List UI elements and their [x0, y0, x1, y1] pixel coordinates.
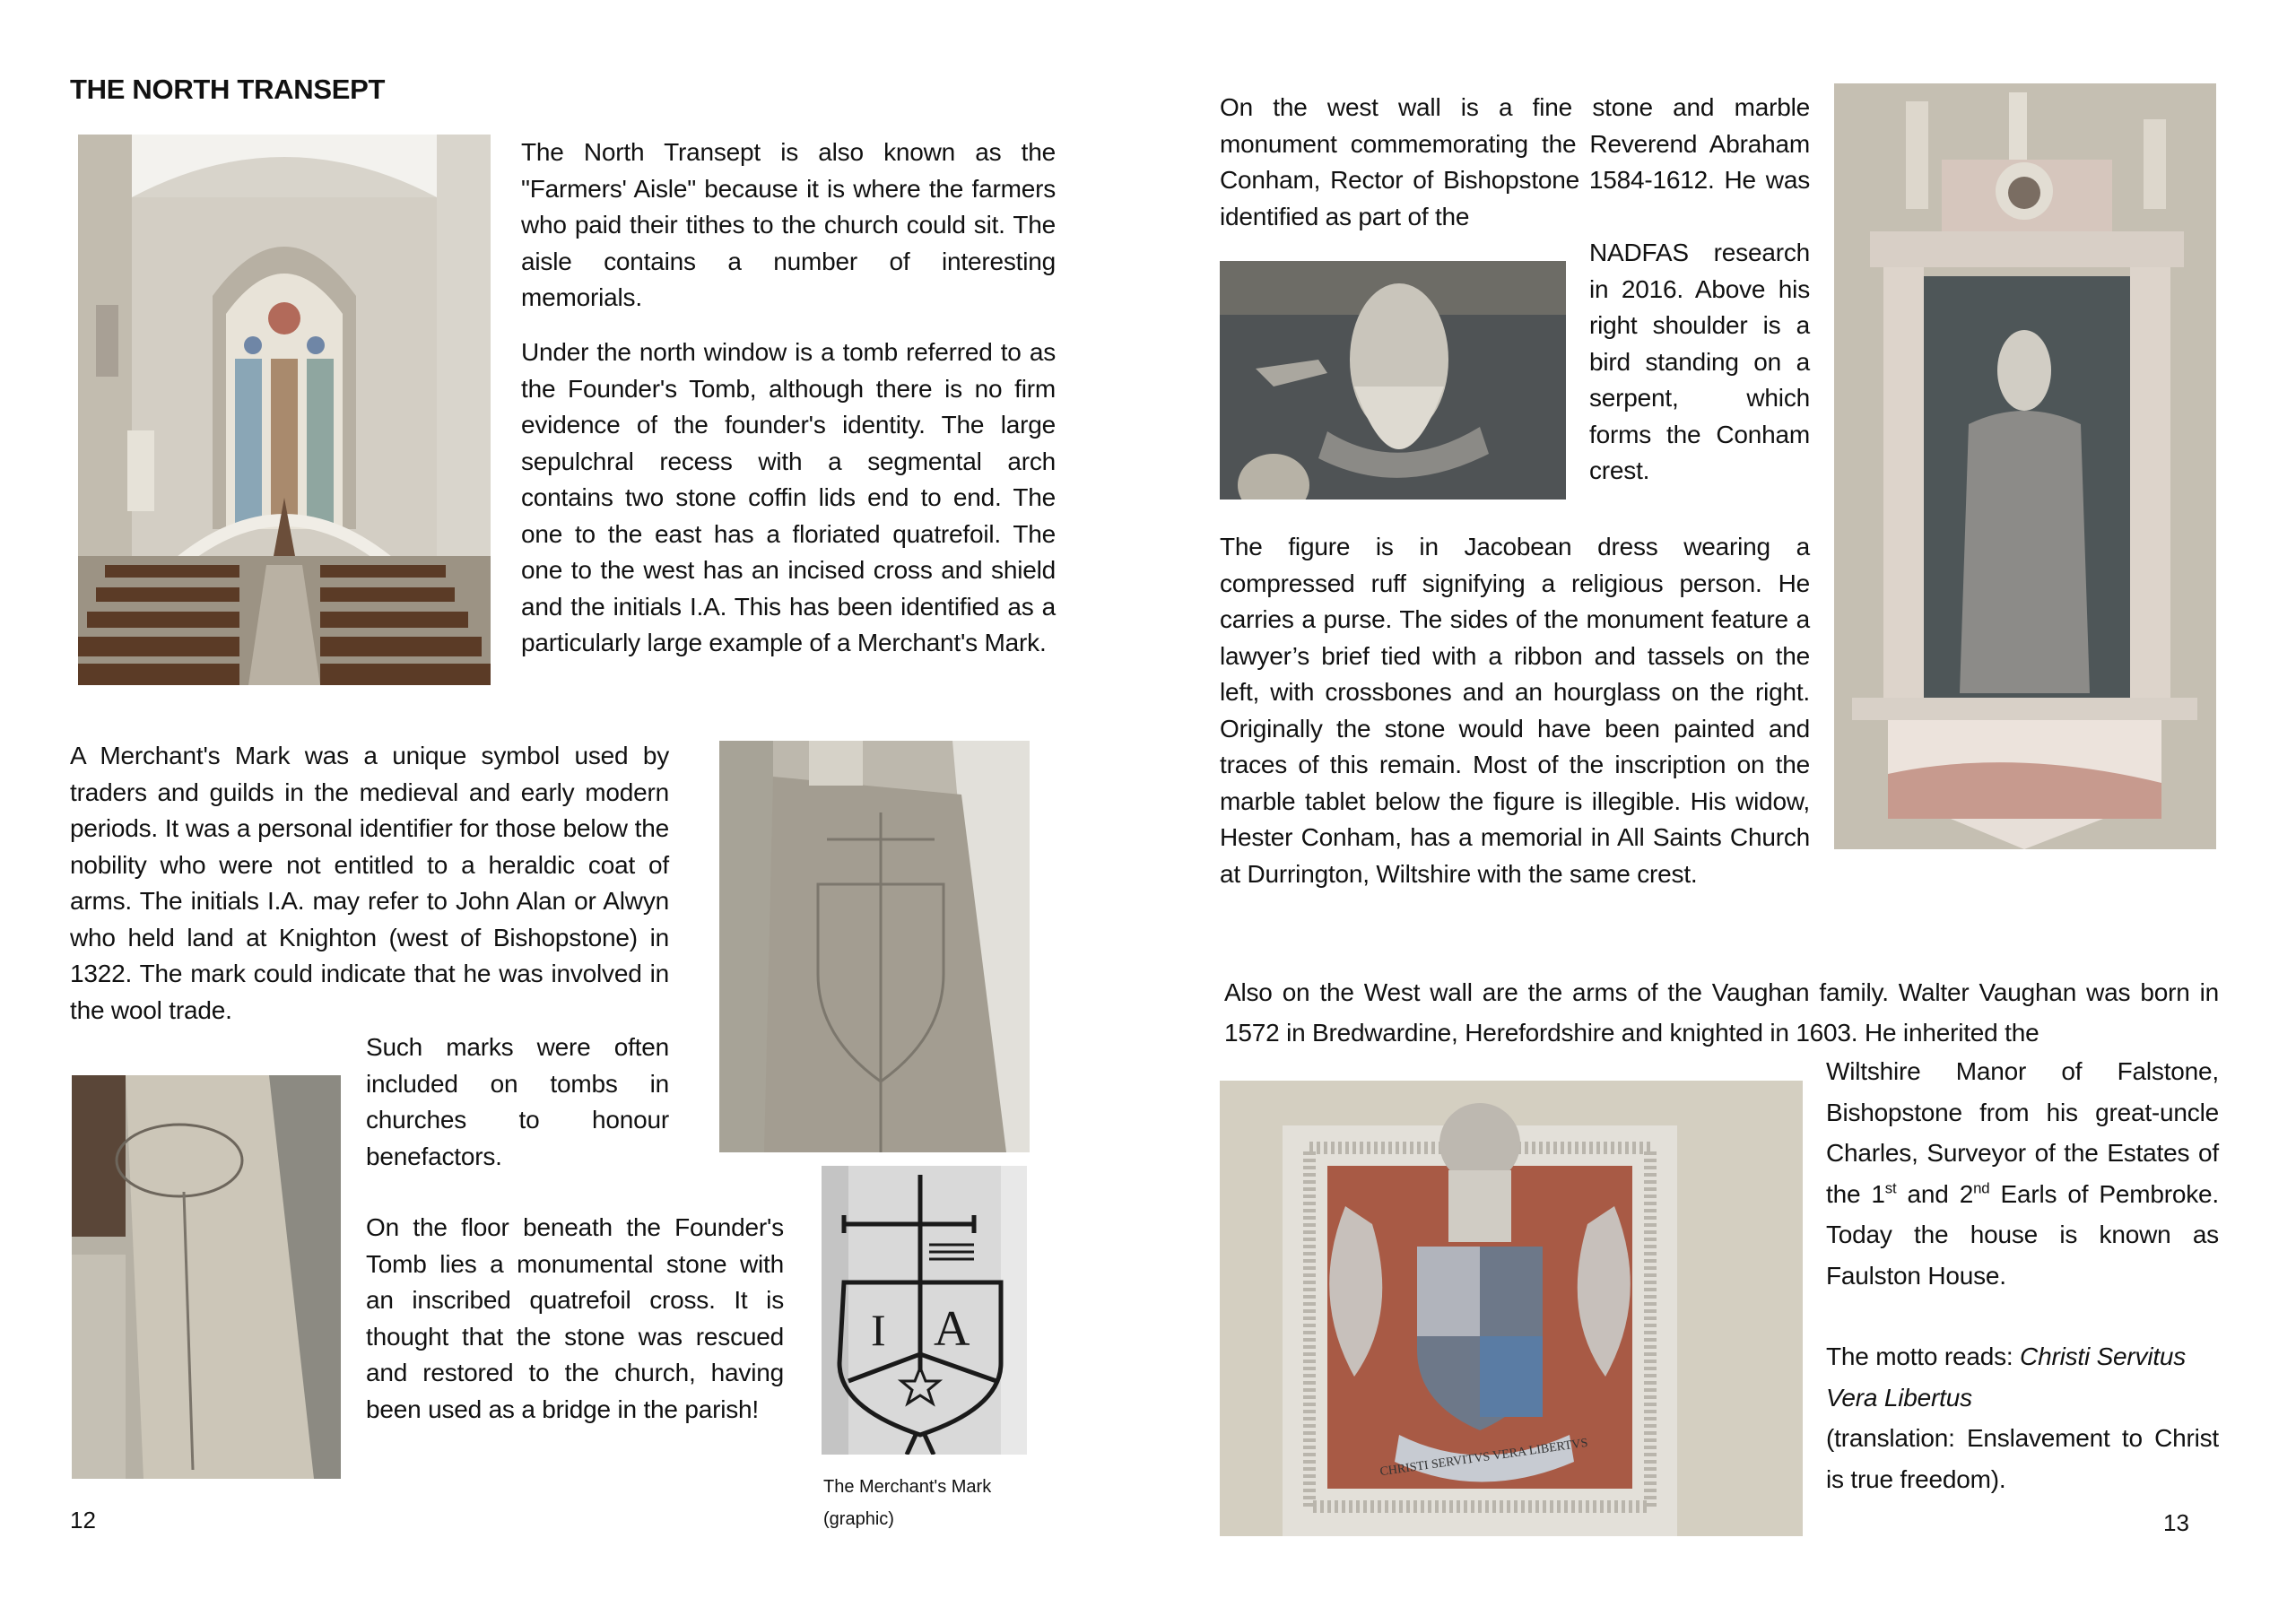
page-number-right: 13 [2163, 1509, 2189, 1536]
motto-scroll-inscription: CHRISTI SERVITVS VERA LIBERTVS [1378, 1436, 1589, 1480]
vaughan-text-1: Wiltshire Manor of Falstone, Bishopstone from his great-uncle Charles, Surveyor of the Estates of the 1 [1826, 1057, 2219, 1208]
coffin-lid-photo [719, 741, 1030, 1152]
vaughan-text-3: Earls of Pembroke. Today the house is known as Faulston House. [1826, 1179, 2220, 1290]
founders-tomb-paragraph: Under the north window is a tomb referred to as the Founder's Tomb, although there is no firm evidence of the founder's identity. The large sepulchral recess with a segmental arch contains two stone coffin lids end to end. The one to the east has a floriated quatrefoil. The one to the west has an incised cross and shield and the initials I.A. This has been identified as a particularly large example of a Merchant's Mark. [521, 338, 1056, 656]
merchant-mark-paragraph-continued: Such marks were often included on tombs in churches to honour benefactors. [366, 1033, 669, 1170]
vaughan-arms-photo [1220, 1081, 1803, 1536]
motto-label: The motto reads: [1826, 1342, 2021, 1370]
floor-stone-photo [72, 1075, 341, 1479]
conham-monument-photo [1834, 83, 2216, 849]
mark-initial-a: A [934, 1301, 970, 1357]
ordinal-st: st [1884, 1179, 1897, 1197]
graphic-caption-title: The Merchant's Mark [823, 1477, 992, 1497]
motto-text: Christi Servitus Vera Libertus [1826, 1342, 2187, 1412]
merchant-mark-graphic [822, 1166, 1027, 1455]
section-title: THE NORTH TRANSEPT [70, 74, 386, 105]
vaughan-text-2: and 2 [1896, 1179, 1974, 1208]
intro-paragraph: The North Transept is also known as the "Farmers' Aisle" because it is where the farmers who paid their tithes to the church could sit. The aisle contains a number of interesting memorials. [521, 138, 1056, 311]
jacobean-figure-paragraph: The figure is in Jacobean dress wearing a compressed ruff signifying a religious person. He carries a purse. The sides of the monument feature a lawyer’s brief tied with a ribbon and tassels on the left, with crossbones and an hourglass on the right. Originally the stone would have been painted and traces of this remain. Most of the inscription on the marble tablet below the figure is illegible. His widow, Hester Conham, has a memorial in All Saints Church at Durrington, Wiltshire with the same crest. [1220, 533, 1810, 888]
conham-monument-paragraph: On the west wall is a fine stone and marble monument commemorating the Reverend Abraham Conham, Rector of Bishopstone 1584-1612. He was identified as part of the [1220, 93, 1810, 230]
ordinal-nd: nd [1973, 1179, 1990, 1197]
motto-paragraph [1826, 1336, 2219, 1418]
vaughan-family-paragraph: Also on the West wall are the arms of the Vaughan family. Walter Vaughan was born in 1572 in Bredwardine, Herefordshire and knighted in 1603. He inherited the [1224, 978, 2219, 1047]
conham-crest-paragraph: NADFAS research in 2016. Above his right shoulder is a bird standing on a serpent, which forms the Conham crest. [1589, 239, 1810, 484]
merchant-mark-paragraph: A Merchant's Mark was a unique symbol used by traders and guilds in the medieval and early modern periods. It was a personal identifier for those below the nobility who were not entitled to a heraldic coat of arms. The initials I.A. may refer to John Alan or Alwyn who held land at Knighton (west of Bishopstone) in 1322. The mark could indicate that he was involved in the wool trade. [70, 742, 669, 1024]
floor-stone-paragraph: On the floor beneath the Founder's Tomb lies a monumental stone with an inscribed quatrefoil cross. It is thought that the stone was rescued and restored to the church, having been used as a bridge in the parish! [366, 1213, 784, 1423]
mark-initial-i: I [871, 1305, 886, 1355]
vaughan-inheritance-paragraph [1826, 1051, 2219, 1296]
motto-translation: (translation: Enslavement to Christ is true freedom). [1826, 1424, 2219, 1493]
graphic-caption-subtitle: (graphic) [823, 1509, 894, 1529]
page-number-left: 12 [70, 1507, 96, 1533]
transept-interior-photo [78, 135, 491, 685]
conham-face-photo [1220, 261, 1566, 500]
